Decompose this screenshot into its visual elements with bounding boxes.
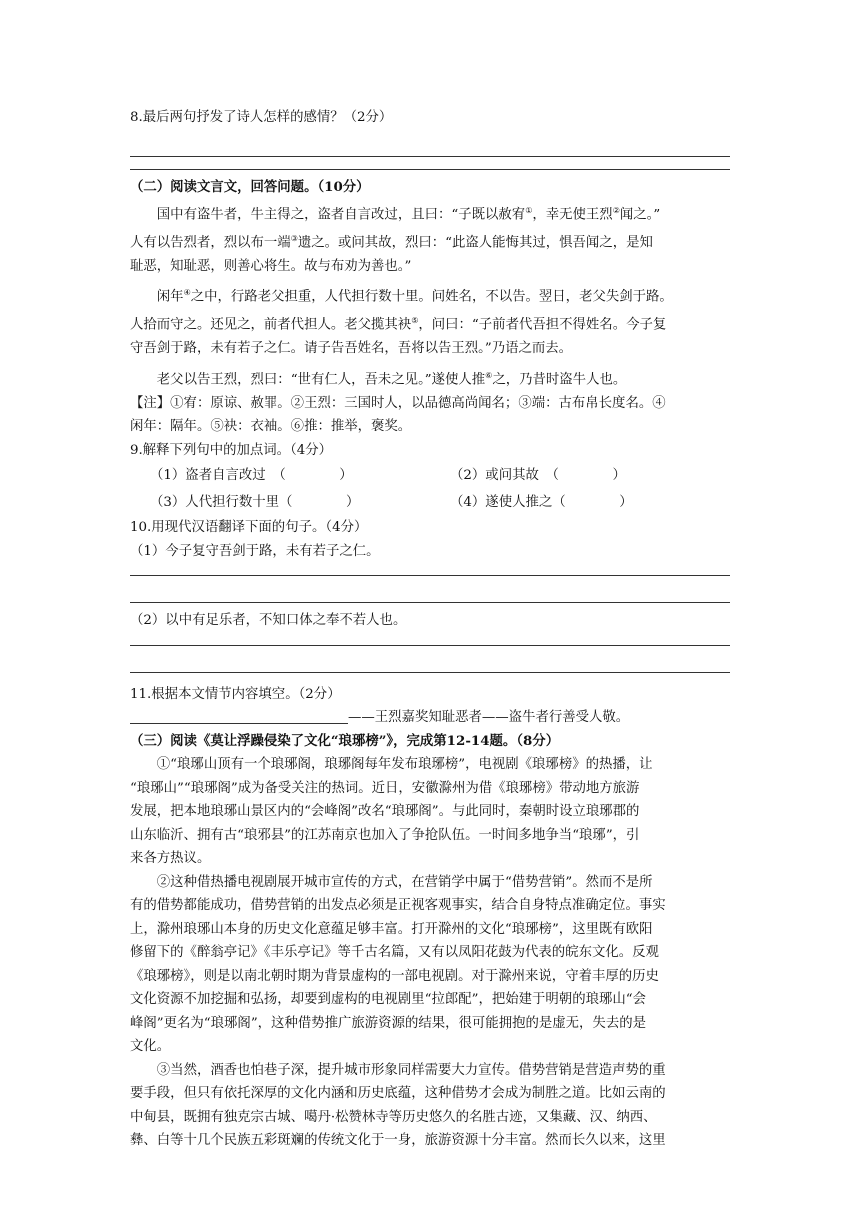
article-line: 山东临沂、拥有古“琅邪县”的江苏南京也加入了争抢队伍。一时间多地争当“琅琊”，引	[130, 827, 640, 843]
article-line: ③当然，酒香也怕巷子深，提升城市形象同样需要大力宣传。借势营销是营造声势的重	[156, 1062, 666, 1078]
article-line: 文化。	[130, 1039, 171, 1055]
fill-blank[interactable]	[130, 707, 348, 724]
question-9: 9.解释下列句中的加点词。（4分）	[130, 442, 333, 458]
article-line: ②这种借热播电视剧展开城市宣传的方式，在营销学中属于“借势营销”。然而不是所	[156, 874, 653, 890]
question-11: 11.根据本文情节内容填空。（2分）	[130, 686, 341, 702]
article-line: 来各方热议。	[130, 851, 211, 867]
q9-item-3[interactable]: （3）人代担行数十里（ ）	[150, 495, 360, 511]
question-9-row	[130, 462, 730, 489]
worksheet-page	[130, 100, 730, 1153]
article-line: 发展，把本地琅琊山景区内的“会峰阁”改名“琅琊阁”。与此同时，秦朝时设立琅琊郡的	[130, 804, 640, 820]
article-line: 上，滁州琅琊山本身的历史文化意蕴足够丰富。打开滁州的文化“琅琊榜”，这里既有欧阳	[130, 921, 653, 937]
footnote: 【注】①宥：原谅、赦罪。②王烈：三国时人，以品德高尚闻名；③端：古布帛长度名。④	[130, 395, 666, 411]
article-line: 中甸县，既拥有独克宗古城、噶丹·松赞林寺等历史悠久的名胜古迹，又集藏、汉、纳西、	[130, 1109, 657, 1125]
article-line: 彝、白等十几个民族五彩斑斓的传统文化于一身，旅游资源十分丰富。然而长久以来，这里	[130, 1133, 666, 1149]
passage-line: 人有以告烈者，烈以布一端③遗之。或问其故，烈曰：“此盗人能悔其过，惧吾闻之，是知	[130, 233, 653, 251]
section-3-title: （三）阅读《莫让浮躁侵染了文化“琅琊榜”》，完成第12-14题。（8分）	[130, 732, 560, 749]
passage-line: 耻恶，知耻恶，则善心将生。故与布劝为善也。”	[130, 258, 412, 274]
article-line: 有的借势都能成功，借势营销的出发点必须是正视客观事实，结合自身特点准确定位。事实	[130, 898, 666, 914]
answer-line[interactable]	[130, 130, 730, 157]
article-line: 峰阁”更名为“琅琊阁”，这种借势推广旅游资源的结果，很可能拥抱的是虚无，失去的是	[130, 1015, 646, 1031]
question-8: 8.最后两句抒发了诗人怎样的感情？（2分）	[130, 110, 393, 125]
answer-line[interactable]	[130, 646, 730, 673]
section-2-title: （二）阅读文言文，回答问题。（10分）	[130, 178, 370, 195]
answer-line[interactable]	[130, 157, 730, 170]
answer-line[interactable]	[130, 576, 730, 603]
footnote: 闲年：隔年。⑤袂：衣袖。⑥推：推举，褒奖。	[130, 419, 412, 435]
article-line: 要手段，但只有依托深厚的文化内涵和历史底蕴，这种借势才会成为制胜之道。比如云南的	[130, 1086, 666, 1102]
question-10-item-2: （2）以中有足乐者，不知口体之奉不若人也。	[130, 613, 407, 629]
passage-line: 人拾而守之。还见之，前者代担人。老父揽其袂⑤，问曰：“子前者代吾担不得姓名。今子复	[130, 316, 667, 333]
question-10-item-1: （1）今子复守吾剑于路，未有若子之仁。	[130, 543, 380, 559]
article-line: 《琅琊榜》，则是以南北朝时期为背景虚构的一部电视剧。对于滁州来说，守着丰厚的历史	[130, 968, 659, 984]
q9-item-1[interactable]: （1）盗者自言改过 （ ）	[150, 468, 353, 484]
passage-line: 老父以告王烈，烈曰：“世有仁人，吾未之见。”遂使人推⑥之，乃昔时盗牛人也。	[156, 370, 627, 388]
q9-item-2[interactable]: （2）或问其故 （ ）	[450, 468, 626, 484]
article-line: 修留下的《醉翁亭记》《丰乐亭记》等千古名篇，又有以凤阳花鼓为代表的皖东文化。反观	[130, 945, 659, 961]
passage-line: 闲年④之中，行路老父担重，人代担行数十里。问姓名，不以告。翌日，老父失剑于路。	[156, 288, 673, 305]
question-11-fill: ——王烈嘉奖知耻恶者——盗牛者行善受人敬。	[130, 706, 730, 730]
question-9-row	[130, 489, 730, 516]
q9-item-4[interactable]: （4）遂使人推之（ ）	[450, 495, 633, 511]
answer-line[interactable]	[130, 633, 730, 646]
article-line: “琅琊山”“琅琊阁”成为备受关注的热词。近日，安徽滁州为借《琅琊榜》带动地方旅游	[130, 780, 640, 796]
answer-line[interactable]	[130, 563, 730, 576]
passage-line: 国中有盗牛者，牛主得之，盗者自言改过，且曰：“子既以赦宥①，幸无使王烈②闻之。”	[156, 206, 661, 223]
passage-line: 守吾剑于路，未有若子之仁。请子告吾姓名，吾将以告王烈。”乃语之而去。	[130, 341, 573, 357]
question-10: 10.用现代汉语翻译下面的句子。（4分）	[130, 520, 368, 536]
article-line: 文化资源不加挖掘和弘扬，却要到虚构的电视剧里“拉郎配”，把始建于明朝的琅琊山“会	[130, 992, 646, 1008]
article-line: ①“琅琊山顶有一个琅琊阁，琅琊阁每年发布琅琊榜”，电视剧《琅琊榜》的热播，让	[156, 757, 653, 773]
